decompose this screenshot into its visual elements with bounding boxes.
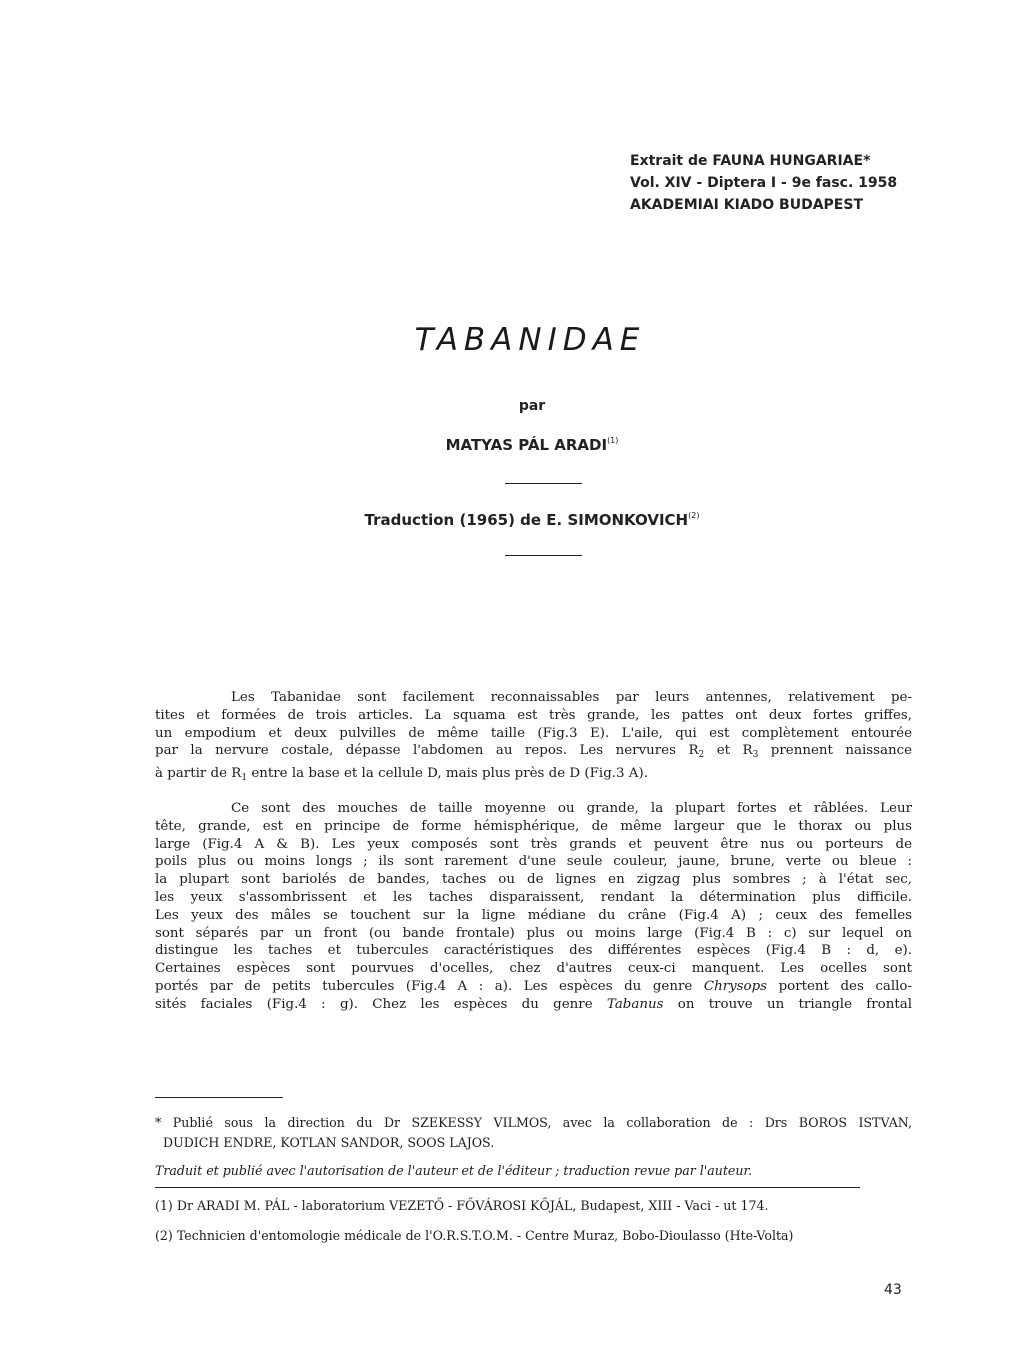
text-line: les yeux s'assombrissent et les taches disparaissent, rendant la détermination plus difficile. — [155, 889, 912, 905]
text-run: par la nervure costale, dépasse l'abdomen au repos. Les nervures R — [155, 743, 699, 759]
genus-name: Tabanus — [606, 996, 664, 1012]
citation-line: AKADEMIAI KIADO BUDAPEST — [630, 197, 864, 213]
text-run: portent des callo- — [767, 978, 912, 994]
source-citation — [630, 150, 990, 216]
footnote-permission: Traduit et publié avec l'autorisation de l'auteur et de l'éditeur ; traduction revue par l'auteur. — [155, 1163, 753, 1178]
translation-line — [0, 511, 1024, 529]
genus-name: Chrysops — [703, 978, 768, 994]
separator-rule — [505, 555, 582, 556]
translation-credit: Traduction (1965) de E. SIMONKOVICH — [364, 511, 689, 529]
text-run: et R — [704, 743, 753, 759]
body-paragraph-1 — [155, 689, 912, 788]
text-run: sités faciales (Fig.4 : g). Chez les espèces du genre — [155, 996, 607, 1012]
text-line: tête, grande, est en principe de forme hémisphérique, de même largeur que le thorax ou plus — [155, 818, 912, 834]
text-line: la plupart sont bariolés de bandes, taches ou de lignes en zigzag plus sombres ; à l'état sec, — [155, 872, 912, 888]
footnote-star — [155, 1113, 912, 1153]
text-line — [155, 996, 912, 1014]
text-line: large (Fig.4 A & B). Les yeux composés sont très grands et peuvent être nus ou porteurs de — [155, 836, 912, 852]
separator-rule — [505, 483, 582, 484]
page-number: 43 — [884, 1282, 902, 1298]
text-line — [155, 978, 912, 996]
text-line: Les yeux des mâles se touchent sur la ligne médiane du crâne (Fig.4 A) ; ceux des femelles — [155, 907, 912, 923]
footnote-1: (1) Dr ARADI M. PÁL - laboratorium VEZETŐ - FŐVÁROSI KŐJÁL, Budapest, XIII - Vaci - ut 174. — [155, 1198, 769, 1213]
text-run: à partir de R — [155, 766, 242, 782]
author-name: MATYAS PÁL ARADI — [445, 436, 608, 454]
text-line: tites et formées de trois articles. La squama est très grande, les pattes ont deux fortes griffes, — [155, 707, 912, 723]
text-line: Ce sont des mouches de taille moyenne ou grande, la plupart fortes et râblées. Leur — [231, 801, 912, 816]
subscript: 3 — [752, 750, 759, 761]
footnote-line: * Publié sous la direction du Dr SZEKESSY VILMOS, avec la collaboration de : Drs BOROS ISTVAN, — [155, 1115, 912, 1130]
text-run: portés par de petits tubercules (Fig.4 A : a). Les espèces du genre — [155, 978, 704, 994]
author-footnote-ref: (1) — [607, 436, 619, 445]
citation-line: Vol. XIV - Diptera I - 9e fasc. 1958 — [630, 175, 898, 191]
text-line — [155, 765, 912, 788]
body-paragraph-2 — [155, 800, 912, 1014]
text-line: distingue les taches et tubercules caractéristiques des différentes espèces (Fig.4 B : d, e). — [155, 943, 912, 959]
document-title: TABANIDAE — [414, 322, 646, 358]
text-line — [155, 742, 912, 765]
text-line: Les Tabanidae sont facilement reconnaissables par leurs antennes, relativement pe- — [231, 690, 912, 705]
citation-line: Extrait de FAUNA HUNGARIAE* — [630, 153, 871, 169]
footnote-line: DUDICH ENDRE, KOTLAN SANDOR, SOOS LAJOS. — [163, 1135, 495, 1150]
subscript: 2 — [698, 750, 705, 761]
text-run: prennent naissance — [758, 743, 912, 759]
text-run: on trouve un triangle frontal — [663, 996, 912, 1012]
footnote-rule — [155, 1187, 860, 1188]
author-line — [0, 436, 1024, 454]
text-line: un empodium et deux pulvilles de même taille (Fig.3 E). L'aile, qui est complètement entourée — [155, 725, 912, 741]
text-line: Certaines espèces sont pourvues d'ocelles, chez d'autres ceux-ci manquent. Les ocelles sont — [155, 961, 912, 977]
text-run: entre la base et la cellule D, mais plus près de D (Fig.3 A). — [247, 766, 648, 782]
text-line: sont séparés par un front (ou bande frontale) plus ou moins large (Fig.4 B : c) sur lequel on — [155, 925, 912, 941]
footnote-rule — [155, 1097, 283, 1098]
subscript: 1 — [241, 773, 248, 784]
by-label: par — [518, 398, 546, 414]
footnote-2: (2) Technicien d'entomologie médicale de l'O.R.S.T.O.M. - Centre Muraz, Bobo-Dioulasso (Hte-Volta) — [155, 1228, 794, 1243]
text-line: poils plus ou moins longs ; ils sont rarement d'une seule couleur, jaune, brune, verte ou bleue : — [155, 854, 912, 870]
translator-footnote-ref: (2) — [688, 511, 700, 520]
